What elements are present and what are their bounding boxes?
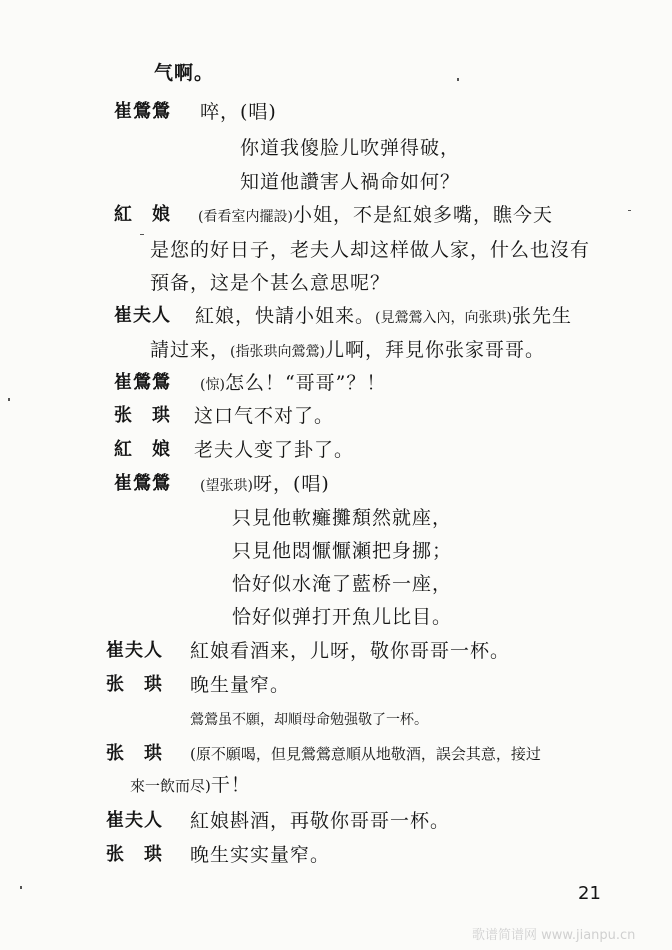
dialogue-line: 預备，这是个甚么意思呢？ [150,272,391,294]
dialogue-text: 儿啊，拜見你张家哥哥。 [324,339,545,361]
dialogue-line [195,303,572,331]
song-lyric: 恰好似弹打开魚儿比目。 [232,606,453,628]
song-lyric: 只見他軟癱攤頽然就座， [232,507,453,529]
scan-speck [457,78,459,81]
scan-speck [20,886,22,889]
song-lyric: 恰好似水淹了藍桥一座， [232,573,453,595]
watermark: 歌谱简谱网 www.jianpu.cn [472,928,636,943]
speaker-name: 崔夫人 [106,640,163,661]
speaker-name: 崔鶯鶯 [114,101,171,122]
dialogue-line: 紅娘看酒来，儿呀，敬你哥哥一杯。 [190,640,511,662]
dialogue-text: 干！ [210,774,251,796]
speaker-name: 张 珙 [106,674,163,695]
speaker-name: 紅 娘 [114,439,171,460]
speaker-name: 崔鶯鶯 [114,473,171,494]
dialogue-line: 晚生实实量窄。 [190,844,331,866]
dialogue-line [150,337,545,365]
stage-direction: (原不願喝，但見鶯鶯意順从地敬酒，誤会其意，接过 [190,745,541,763]
dialogue-line: 老夫人变了卦了。 [194,439,355,461]
speaker-name: 张 珙 [114,405,171,426]
scan-speck [140,234,144,235]
song-lyric: 知道他讚害人禍命如何？ [240,171,461,193]
speaker-name: 紅 娘 [114,204,171,225]
scan-speck [8,398,10,401]
speaker-name: 崔夫人 [114,305,171,326]
dialogue-line: 紅娘斟酒，再敬你哥哥一杯。 [190,810,451,832]
dialogue-text: 张先生 [511,305,572,327]
stage-direction: (見鶯鶯入內，向张珙) [375,310,512,326]
speaker-name: 张 珙 [106,844,163,865]
dialogue-text: 怎么！“哥哥”？！ [224,372,387,394]
song-lyric: 你道我傻脸儿吹弹得破， [240,137,461,159]
dialogue-line [200,99,277,125]
stage-direction: (指张珙向鶯鶯) [230,344,325,360]
stage-direction: (望张珙) [200,478,253,494]
dialogue-line: 是您的好日子，老夫人却这样做人家，什么也沒有 [150,239,591,261]
stage-direction: (惊) [200,377,225,393]
stage-direction: (看看室内擺設) [198,209,293,225]
song-lyric: 只見他悶懨懨瀬把身挪； [232,540,453,562]
scan-speck [628,210,631,211]
dialogue-line [198,202,553,230]
dialogue-text: 啐，(唱) [200,101,277,123]
dialogue-line [130,772,251,799]
speaker-name: 张 珙 [106,743,163,764]
dialogue-text: 气啊。 [154,62,215,84]
dialogue-line [154,60,214,86]
stage-direction: 來一飲而尽) [130,777,211,795]
dialogue-line [200,471,330,499]
dialogue-line [200,370,386,398]
speaker-name: 崔夫人 [106,810,163,831]
dialogue-text: 小姐，不是紅娘多嘴，瞧今天 [292,204,553,226]
dialogue-text: 紅娘，快請小姐来。 [195,305,376,327]
speaker-name: 崔鶯鶯 [114,372,171,393]
dialogue-text: 請过来， [150,339,231,361]
narration-note: 鶯鶯虽不願，却順母命勉强敬了一杯。 [190,712,428,728]
dialogue-line: 晚生量窄。 [190,674,291,696]
page-number: 21 [578,883,601,904]
dialogue-line: 这口气不对了。 [194,405,335,427]
dialogue-text: 呀，(唱) [252,473,330,495]
